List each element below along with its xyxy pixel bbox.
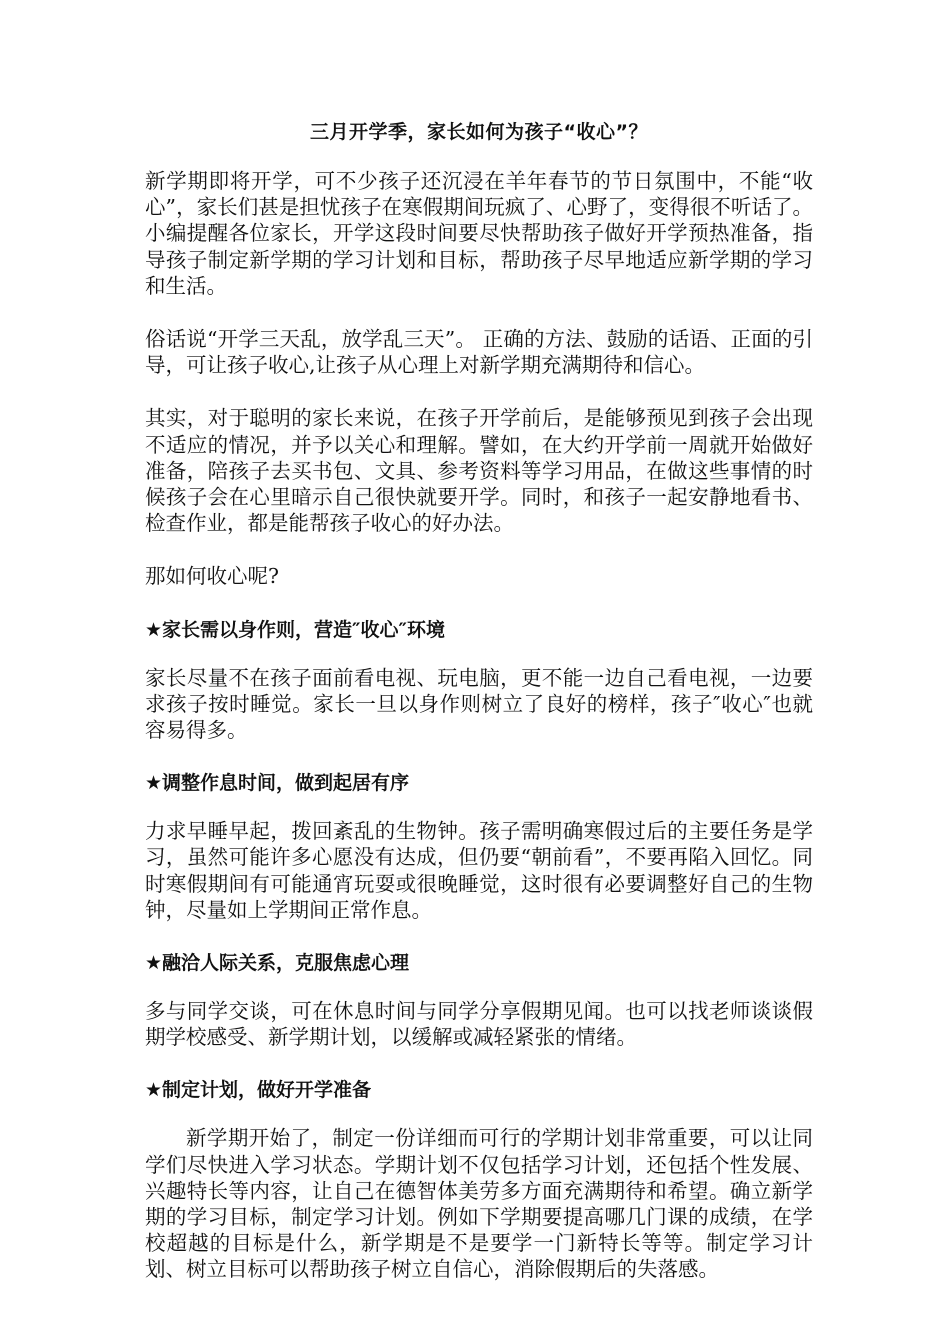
section-heading-plan: ★制定计划，做好开学准备	[145, 1079, 372, 1102]
intro-paragraph: 新学期即将开学，可不少孩子还沉浸在羊年春节的节日氛围中，不能“收心”，家长们甚是担忧孩子在寒假期间玩疯了、心野了，变得很不听话了。小编提醒各位家长，开学这段时间要尽快帮助孩子做好开学预热准备，指导孩子制定新学期的学习计划和目标，帮助孩子尽早地适应新学期的学习和生活。	[145, 169, 813, 298]
section-body-parent-example: 家长尽量不在孩子面前看电视、玩电脑，更不能一边自己看电视，一边要求孩子按时睡觉。家长一旦以身作则树立了良好的榜样，孩子″收心″也就容易得多。	[145, 665, 813, 743]
section-heading-schedule: ★调整作息时间，做到起居有序	[145, 772, 410, 795]
document-title: 三月开学季，家长如何为孩子“收心”？	[310, 121, 648, 143]
section-body-plan: 新学期开始了，制定一份详细而可行的学期计划非常重要，可以让同学们尽快进入学习状态。学期计划不仅包括学习计划，还包括个性发展、兴趣特长等内容，让自己在德智体美劳多方面充满期待和希望。确立新学期的学习目标，制定学习计划。例如下学期要提高哪几门课的成绩，在学校超越的目标是什么，新学期是不是要学一门新特长等等。制定学习计划、树立目标可以帮助孩子树立自信心，消除假期后的失落感。	[145, 1126, 813, 1282]
saying-paragraph: 俗话说“开学三天乱，放学乱三天”。 正确的方法、鼓励的话语、正面的引导，可让孩子收心,让孩子从心理上对新学期充满期待和信心。	[145, 327, 813, 378]
preparation-paragraph: 其实，对于聪明的家长来说，在孩子开学前后，是能够预见到孩子会出现不适应的情况，并予以关心和理解。譬如，在大约开学前一周就开始做好准备，陪孩子去买书包、文具、参考资料等学习用品，在做这些事情的时候孩子会在心里暗示自己很快就要开学。同时，和孩子一起安静地看书、检查作业，都是能帮孩子收心的好办法。	[145, 406, 813, 536]
document-page	[145, 118, 813, 1310]
section-body-relationships: 多与同学交谈，可在休息时间与同学分享假期见闻。也可以找老师谈谈假期学校感受、新学期计划，以缓解或减轻紧张的情绪。	[145, 999, 813, 1050]
section-body-schedule: 力求早睡早起，拨回紊乱的生物钟。孩子需明确寒假过后的主要任务是学习，虽然可能许多心愿没有达成，但仍要“朝前看”，不要再陷入回忆。同时寒假期间有可能通宵玩耍或很晚睡觉，这时很有必要调整好自己的生物钟，尽量如上学期间正常作息。	[145, 819, 813, 922]
section-heading-parent-example: ★家长需以身作则，营造″收心″环境	[145, 618, 446, 641]
question-paragraph: 那如何收心呢?	[145, 564, 279, 589]
section-heading-relationships: ★融洽人际关系，克服焦虑心理	[145, 952, 410, 975]
